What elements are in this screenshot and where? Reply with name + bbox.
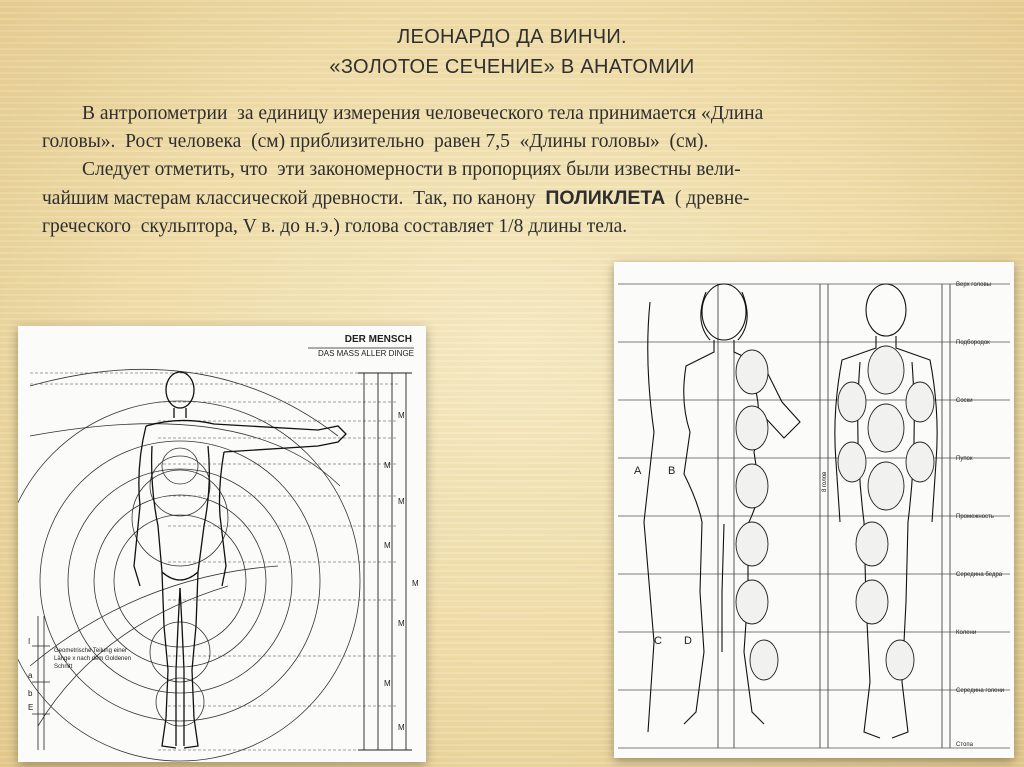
level-label-2: Соски — [956, 398, 973, 404]
head-proportion-drawing — [614, 262, 1014, 758]
slide-title — [0, 22, 1024, 82]
caption-line-1: Geometrische Teilung einer — [54, 648, 127, 654]
label-b: B — [668, 465, 676, 477]
polykleitos-name: ПОЛИКЛЕТА — [545, 187, 666, 209]
level-label-5: Середина бедра — [956, 572, 1003, 578]
level-label-3: Пупок — [956, 456, 973, 462]
left-scale — [32, 616, 50, 750]
side-mark-b: b — [28, 689, 33, 698]
scale-mark-5: M — [412, 579, 419, 588]
der-mensch-diagram — [18, 326, 426, 762]
paragraph-1-line-2: головы». Рост человека (см) приблизительно равен 7,5 «Длины головы» (см). — [42, 131, 709, 152]
paragraph-2-line-1: Следует отметить, что эти закономерности в пропорциях были известны вели- — [82, 159, 741, 180]
scale-mark-6: M — [398, 619, 405, 628]
paragraph-1-line-1: В антропометрии за единицу измерения человеческого тела принимается «Длина — [82, 103, 764, 124]
measure-lines — [30, 373, 398, 750]
golden-circles — [18, 369, 360, 761]
paragraph-2-line-3: греческого скульптора, V в. до н.э.) голова составляет 1/8 длины тела. — [42, 216, 628, 237]
title-line-2: «ЗОЛОТОЕ СЕЧЕНИЕ» В АНАТОМИИ — [329, 56, 695, 78]
eight-heads-note: 8 голов — [822, 471, 828, 492]
diagram-heading-2: DAS MASS ALLER DINGE — [317, 349, 414, 358]
level-label-0: Верх головы — [956, 282, 991, 288]
p2-text-b: ( древне- — [665, 188, 750, 209]
level-label-4: Промежность — [956, 514, 994, 520]
male-head-column — [838, 346, 934, 680]
diagram-heading-1: DER MENSCH — [344, 334, 412, 345]
scale-mark-7: M — [384, 679, 391, 688]
der-mensch-drawing — [18, 326, 426, 762]
scale-bars — [358, 373, 412, 750]
scale-mark-8: M — [398, 723, 405, 732]
paragraph-2-line-2 — [42, 184, 992, 213]
scale-mark-1: M — [398, 411, 405, 420]
label-a: A — [634, 465, 642, 477]
level-label-8: Стопа — [956, 742, 973, 748]
side-mark-i: I — [28, 637, 31, 646]
side-mark-a: a — [28, 671, 33, 680]
title-line-1: ЛЕОНАРДО ДА ВИНЧИ. — [397, 26, 627, 48]
label-c: C — [654, 635, 662, 647]
level-label-1: Подбородок — [956, 340, 990, 346]
level-label-7: Середина голени — [956, 688, 1005, 694]
caption-line-2: Länge x nach dem Goldenen — [54, 656, 132, 662]
scale-mark-2: M — [384, 461, 391, 470]
level-label-6: Колени — [956, 630, 977, 636]
caption-line-3: Schnitt — [54, 664, 73, 670]
body-text — [42, 100, 992, 241]
scale-mark-4: M — [384, 541, 391, 550]
level-lines — [618, 284, 1010, 748]
head-proportion-diagram — [614, 262, 1014, 758]
scale-mark-3: M — [398, 497, 405, 506]
human-figure — [134, 372, 346, 748]
label-d: D — [684, 635, 692, 647]
side-mark-e: E — [28, 703, 34, 712]
p2-text-a: чайшим мастерам классической древности. Так, по канону — [42, 188, 546, 209]
